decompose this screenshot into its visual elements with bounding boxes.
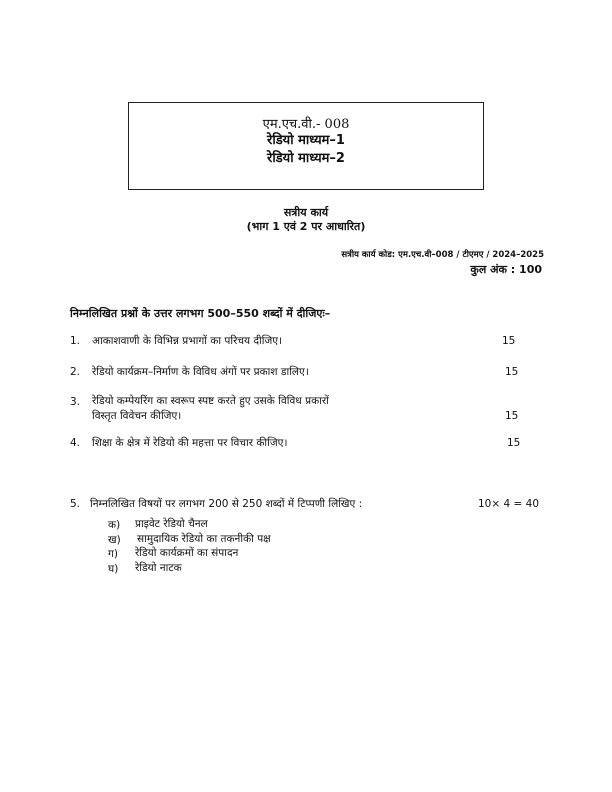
question-marks: 15 bbox=[505, 366, 519, 378]
sub-item-text: प्राइवेट रेडियो चैनल bbox=[135, 518, 208, 530]
question-number: 2. bbox=[70, 366, 81, 378]
sub-item-text: रेडियो कार्यक्रमों का संपादन bbox=[135, 547, 239, 559]
question-text: शिक्षा के क्षेत्र में रेडियो की महत्ता पर विचार कीजिए। bbox=[92, 437, 288, 449]
course-title-box bbox=[128, 102, 484, 190]
question-text-line-1: रेडियो कम्पेयरिंग का स्वरूप स्पष्ट करते हुए उसके विविध प्रकारों bbox=[92, 395, 329, 407]
course-code: एम.एच.वी.- 008 bbox=[262, 117, 350, 132]
question-number: 4. bbox=[70, 437, 81, 449]
question-text: निम्नलिखित विषयों पर लगभग 200 से 250 शब्दों में टिप्पणी लिखिए : bbox=[90, 498, 363, 510]
question-marks: 15 bbox=[502, 335, 516, 347]
question-number: 5. bbox=[70, 498, 81, 510]
question-text-line-2: विस्तृत विवेचन कीजिए। bbox=[92, 410, 182, 422]
question-marks: 10× 4 = 40 bbox=[478, 498, 540, 510]
assignment-title: सत्रीय कार्य bbox=[283, 206, 329, 219]
sub-item-text: सामुदायिक रेडियो का तकनीकी पक्ष bbox=[137, 533, 271, 545]
question-text: रेडियो कार्यक्रम–निर्माण के विविध अंगों पर प्रकाश डालिए। bbox=[92, 366, 309, 378]
sub-item-letter: क) bbox=[108, 519, 121, 531]
question-marks: 15 bbox=[505, 410, 519, 422]
question-text: आकाशवाणी के विभिन्न प्रभागों का परिचय दीजिए। bbox=[92, 335, 283, 347]
sub-item-letter: घ) bbox=[108, 563, 119, 575]
question-number: 1. bbox=[70, 335, 81, 347]
sub-item-letter: ख) bbox=[108, 534, 121, 546]
question-marks: 15 bbox=[507, 437, 521, 449]
assignment-code: सत्रीय कार्य कोड: एम.एच.वी–008 / टीएमए / 2024–2025 bbox=[341, 250, 544, 260]
sub-item-text: रेडियो नाटक bbox=[135, 562, 182, 574]
sub-item-letter: ग) bbox=[108, 548, 119, 560]
course-title-2: रेडियो माध्यम–2 bbox=[267, 151, 345, 166]
total-marks: कुल अंक : 100 bbox=[470, 263, 542, 276]
course-title-1: रेडियो माध्यम–1 bbox=[267, 133, 345, 148]
instruction-heading: निम्नलिखित प्रश्नों के उत्तर लगभग 500–550 शब्दों में दीजिएः– bbox=[70, 307, 331, 320]
assignment-subtitle: (भाग 1 एवं 2 पर आधारित) bbox=[246, 220, 366, 233]
question-number: 3. bbox=[70, 396, 81, 408]
